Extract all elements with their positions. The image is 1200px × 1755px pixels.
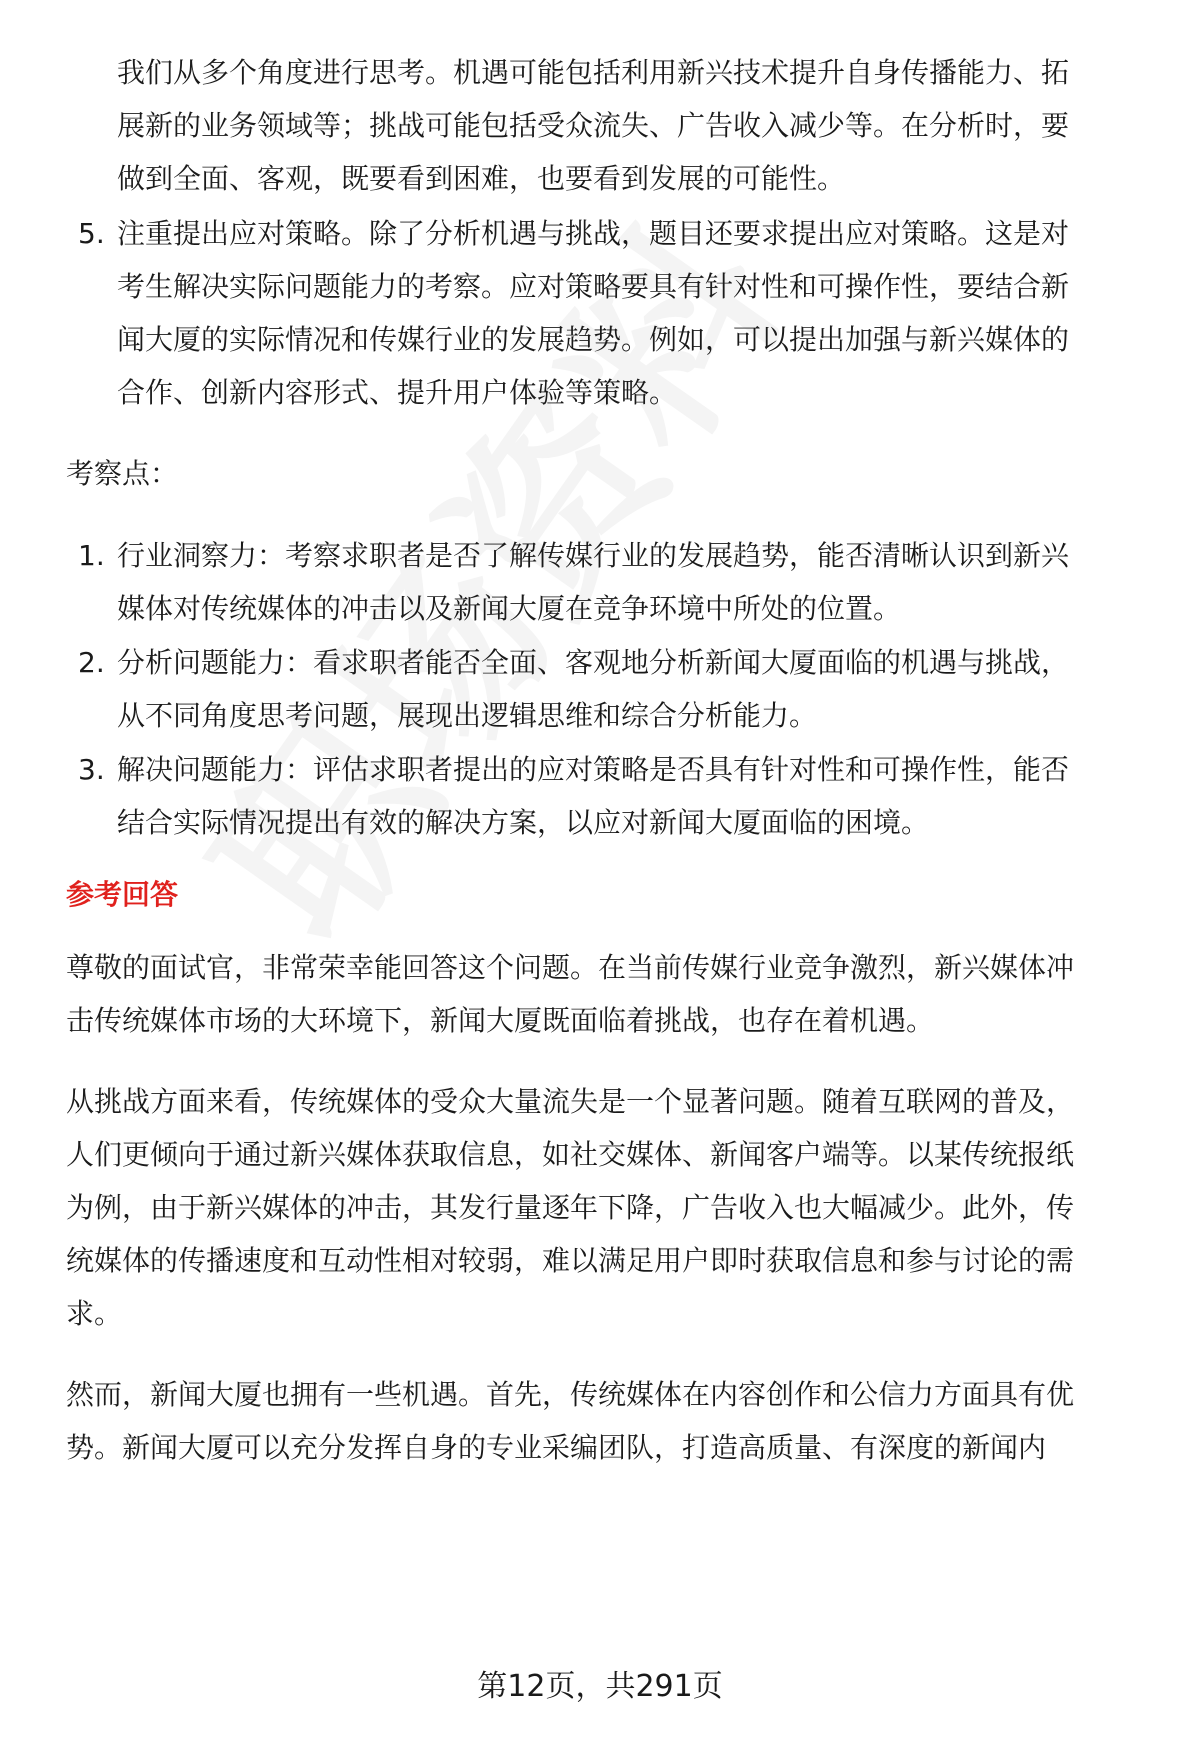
point-line: 结合实际情况提出有效的解决方案，以应对新闻大厦面临的困境。: [117, 806, 930, 839]
item5-line: 合作、创新内容形式、提升用户体验等策略。: [117, 376, 678, 409]
list-number: 5.: [78, 217, 105, 250]
paragraph-line: 为例，由于新兴媒体的冲击，其发行量逐年下降，广告收入也大幅减少。此外，传: [66, 1191, 1075, 1224]
point-line: 从不同角度思考问题，展现出逻辑思维和综合分析能力。: [117, 699, 818, 732]
list-number: 2.: [78, 646, 105, 679]
paragraph-line: 然而，新闻大厦也拥有一些机遇。首先，传统媒体在内容创作和公信力方面具有优: [66, 1378, 1075, 1411]
item5-line: 闻大厦的实际情况和传媒行业的发展趋势。例如，可以提出加强与新兴媒体的: [117, 323, 1070, 356]
item4-line: 做到全面、客观，既要看到困难，也要看到发展的可能性。: [117, 162, 846, 195]
item4-line: 展新的业务领域等；挑战可能包括受众流失、广告收入减少等。在分析时，要: [117, 109, 1070, 142]
paragraph-line: 从挑战方面来看，传统媒体的受众大量流失是一个显著问题。随着互联网的普及，: [66, 1085, 1075, 1118]
paragraph-line: 势。新闻大厦可以充分发挥自身的专业采编团队，打造高质量、有深度的新闻内: [66, 1431, 1047, 1464]
item4-line: 我们从多个角度进行思考。机遇可能包括利用新兴技术提升自身传播能力、拓: [117, 56, 1070, 89]
paragraph-line: 人们更倾向于通过新兴媒体获取信息，如社交媒体、新闻客户端等。以某传统报纸: [66, 1138, 1075, 1171]
list-number: 3.: [78, 753, 105, 786]
page-number: 第12页，共291页: [477, 1669, 723, 1704]
point-line: 解决问题能力：评估求职者提出的应对策略是否具有针对性和可操作性，能否: [117, 753, 1070, 786]
point-line: 行业洞察力：考察求职者是否了解传媒行业的发展趋势，能否清晰认识到新兴: [117, 539, 1070, 572]
answer-heading: 参考回答: [66, 878, 179, 911]
paragraph-line: 尊敬的面试官，非常荣幸能回答这个问题。在当前传媒行业竞争激烈，新兴媒体冲: [66, 951, 1075, 984]
list-number: 1.: [78, 539, 105, 572]
paragraph-line: 求。: [66, 1297, 123, 1330]
paragraph-line: 统媒体的传播速度和互动性相对较弱，难以满足用户即时获取信息和参与讨论的需: [66, 1244, 1075, 1277]
item5-line: 考生解决实际问题能力的考察。应对策略要具有针对性和可操作性，要结合新: [117, 270, 1070, 303]
section-heading: 考察点：: [66, 457, 179, 490]
point-line: 媒体对传统媒体的冲击以及新闻大厦在竞争环境中所处的位置。: [117, 592, 902, 625]
paragraph-line: 击传统媒体市场的大环境下，新闻大厦既面临着挑战，也存在着机遇。: [66, 1004, 935, 1037]
item5-line: 注重提出应对策略。除了分析机遇与挑战，题目还要求提出应对策略。这是对: [117, 217, 1070, 250]
point-line: 分析问题能力：看求职者能否全面、客观地分析新闻大厦面临的机遇与挑战，: [117, 646, 1070, 679]
